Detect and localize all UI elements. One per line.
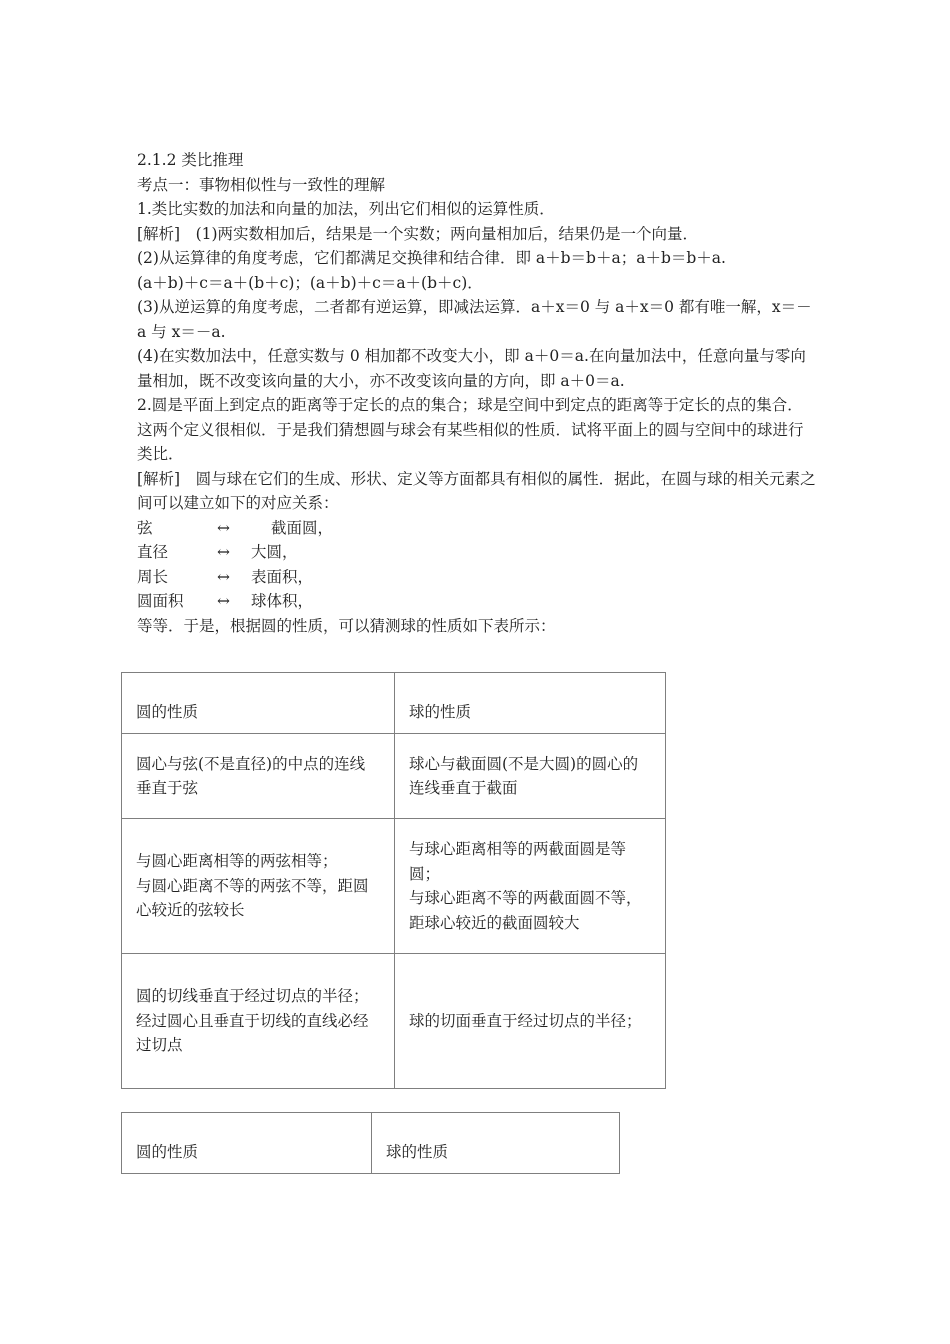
correspondence-row xyxy=(137,516,817,541)
table-cell: 圆心与弦(不是直径)的中点的连线垂直于弦 xyxy=(122,734,395,819)
q1-analysis: [解析] (1)两实数相加后，结果是一个实数；两向量相加后，结果仍是一个向量． xyxy=(137,224,699,243)
header-cell-circle: 圆的性质 xyxy=(122,1113,372,1174)
correspondence-row xyxy=(137,589,817,614)
table-row xyxy=(122,954,666,1089)
topic-heading: 考点一：事物相似性与一致性的理解 xyxy=(137,175,386,194)
sphere-element: 球体积， xyxy=(251,592,314,610)
circle-element: 圆面积 xyxy=(137,592,184,610)
sphere-element: 表面积， xyxy=(251,567,314,586)
table-cell: 球的切面垂直于经过切点的半径； xyxy=(395,954,666,1089)
header-cell-circle: 圆的性质 xyxy=(122,673,395,734)
q1-point-2-line-1: (2)从运算律的角度考虑，它们都满足交换律和结合律．即 a＋b＝b＋a；a＋b＝b＋a. xyxy=(137,249,726,267)
table-header-row xyxy=(122,673,666,734)
sphere-element: 截面圆， xyxy=(271,518,334,537)
table-cell: 球心与截面圆(不是大圆)的圆心的连线垂直于截面 xyxy=(395,734,666,819)
q1-point-4: (4)在实数加法中，任意实数与 0 相加都不改变大小，即 a＋0＝a.在向量加法中，任意向量与零向量相加，既不改变该向量的大小，亦不改变该向量的方向，即 a＋0＝a. xyxy=(137,347,806,390)
section-heading: 2.1.2 类比推理 xyxy=(137,151,244,169)
q1-point-2-line-2: (a＋b)＋c＝a＋(b＋c)；(a＋b)＋c＝a＋(b＋c)． xyxy=(137,273,483,292)
double-arrow-icon: ↔ xyxy=(217,518,230,537)
properties-table-continued xyxy=(121,1112,620,1174)
circle-element: 周长 xyxy=(137,567,169,586)
q2-analysis: [解析] 圆与球在它们的生成、形状、定义等方面都具有相似的属性．据此，在圆与球的相关元素之间可以建立如下的对应关系： xyxy=(137,469,816,512)
correspondence-row xyxy=(137,540,817,565)
sphere-element: 大圆， xyxy=(251,543,298,561)
q2-conclusion: 等等．于是，根据圆的性质，可以猜测球的性质如下表所示： xyxy=(137,616,556,635)
q1-question: 1.类比实数的加法和向量的加法，列出它们相似的运算性质． xyxy=(137,200,555,218)
q1-point-3: (3)从逆运算的角度考虑，二者都有逆运算，即减法运算．a＋x＝0 与 a＋x＝0 都有唯一解，x＝－a 与 x＝－a. xyxy=(137,298,812,341)
circle-element: 弦 xyxy=(137,518,153,537)
circle-element: 直径 xyxy=(137,543,169,561)
q2-question: 2.圆是平面上到定点的距离等于定长的点的集合；球是空间中到定点的距离等于定长的点的集合．这两个定义很相似．于是我们猜想圆与球会有某些相似的性质．试将平面上的圆与空间中的球进行类比． xyxy=(137,396,804,463)
double-arrow-icon: ↔ xyxy=(217,543,230,561)
table-row xyxy=(122,734,666,819)
table-header-row xyxy=(122,1113,620,1174)
table-cell: 圆的切线垂直于经过切点的半径； 经过圆心且垂直于切线的直线必经过切点 xyxy=(122,954,395,1089)
double-arrow-icon: ↔ xyxy=(217,567,230,586)
table-row xyxy=(122,819,666,954)
correspondence-row xyxy=(137,565,817,590)
double-arrow-icon: ↔ xyxy=(217,592,230,610)
header-cell-sphere: 球的性质 xyxy=(395,673,666,734)
document-body xyxy=(137,148,817,638)
table-cell: 与球心距离相等的两截面圆是等圆； 与球心距离不等的两截面圆不等，距球心较近的截面圆较大 xyxy=(395,819,666,954)
table-cell: 与圆心距离相等的两弦相等； 与圆心距离不等的两弦不等，距圆心较近的弦较长 xyxy=(122,819,395,954)
header-cell-sphere: 球的性质 xyxy=(372,1113,620,1174)
properties-table xyxy=(121,672,666,1089)
